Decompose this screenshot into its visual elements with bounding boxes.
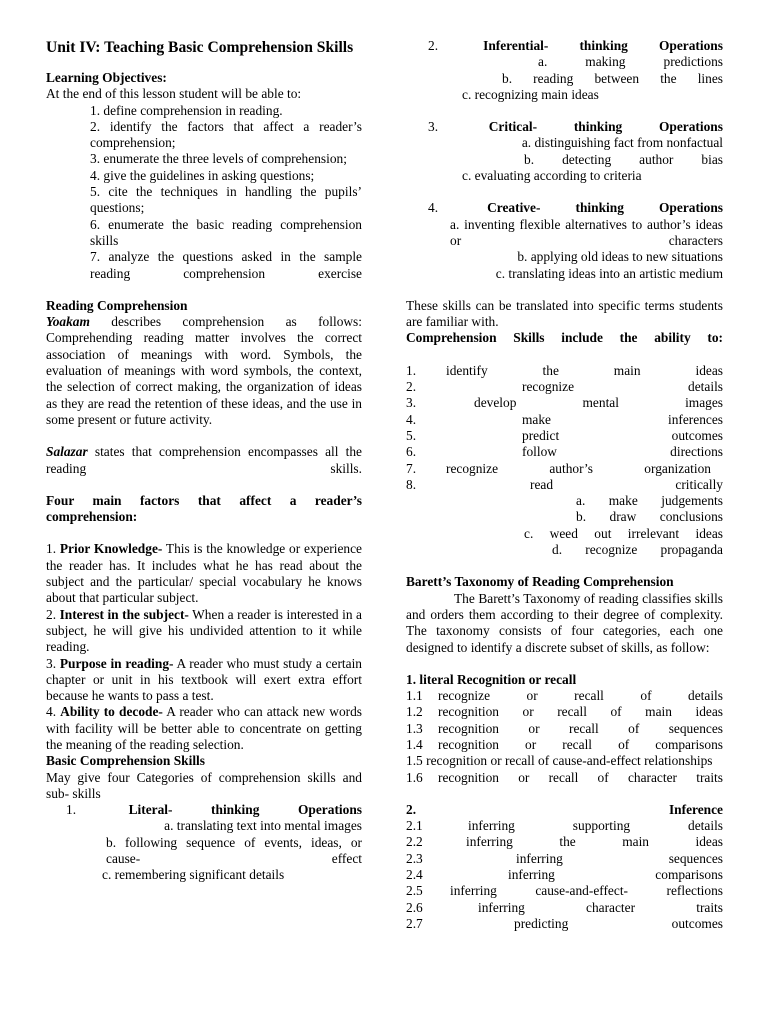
skill-item: 7. recognize author’s organization [406, 460, 711, 476]
barett-paragraph: The Barett’s Taxonomy of reading classifies skills and orders them according to their degree of complexity. The taxonomy consists of four categories, each one designed to identify a discrete subset of skills, as follow: [406, 590, 723, 655]
creative-item: c. translating ideas into an artistic medium [495, 265, 723, 281]
skill-item: 5. predict outcomes [406, 427, 723, 443]
critical-subskill: c. weed out irrelevant ideas [524, 525, 723, 541]
literal-recognition-item: 1.3 recognition or recall of sequences [406, 720, 723, 736]
factor-term: Purpose in reading- [59, 655, 174, 671]
critical-subskill: d. recognize propaganda [552, 542, 723, 558]
creative-item: b. applying old ideas to new situations [517, 249, 723, 265]
factor-item: 1. Prior Knowledge- This is the knowledge or experience the reader has. It includes what he has read about the subject and the particular/ special vocabulary he knows about that particular subject. [46, 541, 362, 606]
skill-item: 1. identify the main ideas [406, 362, 723, 378]
inferential-operations [406, 38, 723, 103]
literal-recognition-item: 1.6 recognition or recall of character traits [406, 769, 723, 785]
inferential-item: a. making predictions [538, 54, 723, 70]
objective-item: 3. enumerate the three levels of comprehension; [90, 151, 347, 167]
reading-comprehension-heading: Reading Comprehension [46, 297, 188, 313]
critical-item: a. distinguishing fact from nonfactual [521, 135, 723, 151]
inference-list [406, 818, 723, 932]
factor-term: Ability to decode- [60, 704, 163, 720]
factor-term: Interest in the subject- [59, 606, 189, 622]
skills-list [406, 363, 723, 493]
salazar-paragraph [46, 444, 362, 477]
literal-item: c. remembering significant details [102, 867, 285, 883]
salazar-text: states that comprehension encompasses all the reading skills. [46, 444, 362, 476]
yoakam-text: describes comprehension as follows: Comprehending reading matter involves the correct association of meanings with word. Symbols, the evaluation of meanings with word symbols, the context, the selection of correct making, the organization of ideas as they are read the retention of these ideas, and the use in some present or future activity. [46, 314, 362, 427]
skill-item: 2. recognize details [406, 379, 723, 395]
factor-text: A reader who can attack new words with facility will be better able to concentrate on getting the meaning of the reading selection. [46, 704, 363, 752]
yoakam-paragraph [46, 314, 362, 428]
factors-heading: Four main factors that affect a reader’s comprehension: [46, 492, 362, 525]
inference-item: 2.2 inferring the main ideas [406, 834, 723, 850]
left-column [46, 38, 362, 884]
objectives-list [46, 103, 362, 282]
literal-recognition-item: 1.1 recognize or recall of details [406, 688, 723, 704]
factor-text: When a reader is interested in a subject, he will give his undivided attention to it while reading. [46, 606, 362, 655]
inference-item: 2.5 inferring cause-and-effect- reflections [406, 883, 723, 899]
creative-item: a. inventing flexible alternatives to author’s ideas or characters [450, 216, 723, 248]
factor-text: This is the knowledge or experience the reader has. It includes what he has read about the subject and the particular/ special vocabulary he knows about that particular subject. [46, 541, 362, 606]
literal-operations [46, 802, 362, 883]
creative-operations-heading: 4. Creative- thinking Operations [428, 200, 723, 216]
inference-item: 2.1 inferring supporting details [406, 818, 723, 834]
inference-item: 2.3 inferring sequences [406, 850, 723, 866]
skills-heading: Comprehension Skills include the ability to: [406, 330, 723, 346]
skill-item: 4. make inferences [406, 411, 723, 427]
objective-item: 5. cite the techniques in handling the pupils’ questions; [90, 184, 362, 216]
objectives-heading: Learning Objectives: [46, 70, 167, 85]
critical-operations [406, 119, 723, 184]
objective-item: 6. enumerate the basic reading comprehension skills [90, 216, 362, 248]
inference-item: 2.7 predicting outcomes [406, 915, 723, 931]
right-column [406, 38, 723, 932]
factor-term: Prior Knowledge- [59, 541, 163, 557]
critical-reading-subskills [406, 493, 723, 558]
critical-subskill: a. make judgements [576, 493, 723, 509]
inferential-item: b. reading between the lines [502, 70, 723, 86]
literal-item: a. translating text into mental images [164, 818, 362, 834]
objective-item: 7. analyze the questions asked in the sample reading comprehension exercise [90, 249, 362, 281]
unit-title: Unit IV: Teaching Basic Comprehension Skills [46, 39, 354, 56]
factor-item: 3. Purpose in reading- A reader who must study a certain chapter or unit in his textbook will exert extra effort because he wants to pass a test. [46, 655, 363, 704]
inferential-operations-heading: 2. Inferential- thinking Operations [428, 38, 723, 53]
literal-operations-heading: 1. Literal- thinking Operations [66, 802, 362, 818]
critical-operations-heading: 3. Critical- thinking Operations [428, 119, 723, 135]
factors-list [46, 541, 362, 753]
basic-skills-intro: May give four Categories of comprehension skills and sub- skills [46, 769, 362, 801]
critical-item: c. evaluating according to criteria [462, 168, 642, 184]
factor-item: 4. Ability to decode- A reader who can attack new words with facility will be better able to concentrate on getting the meaning of the reading selection. [46, 704, 363, 752]
factor-item: 2. Interest in the subject- When a reader is interested in a subject, he will give his undivided attention to it while reading. [46, 606, 362, 655]
salazar-name: Salazar [46, 444, 88, 460]
objective-item: 1. define comprehension in reading. [90, 102, 283, 118]
skill-item: 6. follow directions [406, 444, 723, 460]
inference-heading: 2. Inference [406, 801, 723, 817]
literal-recognition-item: 1.4 recognition or recall of comparisons [406, 736, 723, 752]
skill-item: 8. read critically [406, 476, 723, 492]
literal-recognition-list [406, 688, 723, 786]
inferential-item: c. recognizing main ideas [462, 86, 599, 102]
literal-item: b. following sequence of events, ideas, or cause- effect [106, 834, 362, 867]
inference-item: 2.4 inferring comparisons [406, 867, 723, 883]
factor-text: A reader who must study a certain chapter or unit in his textbook will exert extra effort because he wants to pass a test. [46, 655, 363, 704]
barett-heading: Barett’s Taxonomy of Reading Comprehension [406, 574, 674, 590]
literal-recognition-item: 1.5 recognition or recall of cause-and-effect relationships [406, 753, 713, 769]
objectives-intro: At the end of this lesson student will be able to: [46, 86, 302, 102]
critical-item: b. detecting author bias [524, 151, 723, 167]
inference-item: 2.6 inferring character traits [406, 899, 723, 915]
critical-subskill: b. draw conclusions [576, 509, 723, 525]
translate-paragraph: These skills can be translated into specific terms students are familiar with. [406, 297, 723, 330]
objective-item: 4. give the guidelines in asking questions; [90, 167, 315, 183]
creative-operations [406, 200, 723, 281]
yoakam-name: Yoakam [46, 314, 90, 330]
objective-item: 2. identify the factors that affect a reader’s comprehension; [90, 118, 362, 151]
basic-skills-heading: Basic Comprehension Skills [46, 753, 205, 769]
skill-item: 3. develop mental images [406, 395, 723, 411]
literal-recognition-item: 1.2 recognition or recall of main ideas [406, 704, 723, 720]
literal-recognition-heading: 1. literal Recognition or recall [406, 671, 577, 687]
